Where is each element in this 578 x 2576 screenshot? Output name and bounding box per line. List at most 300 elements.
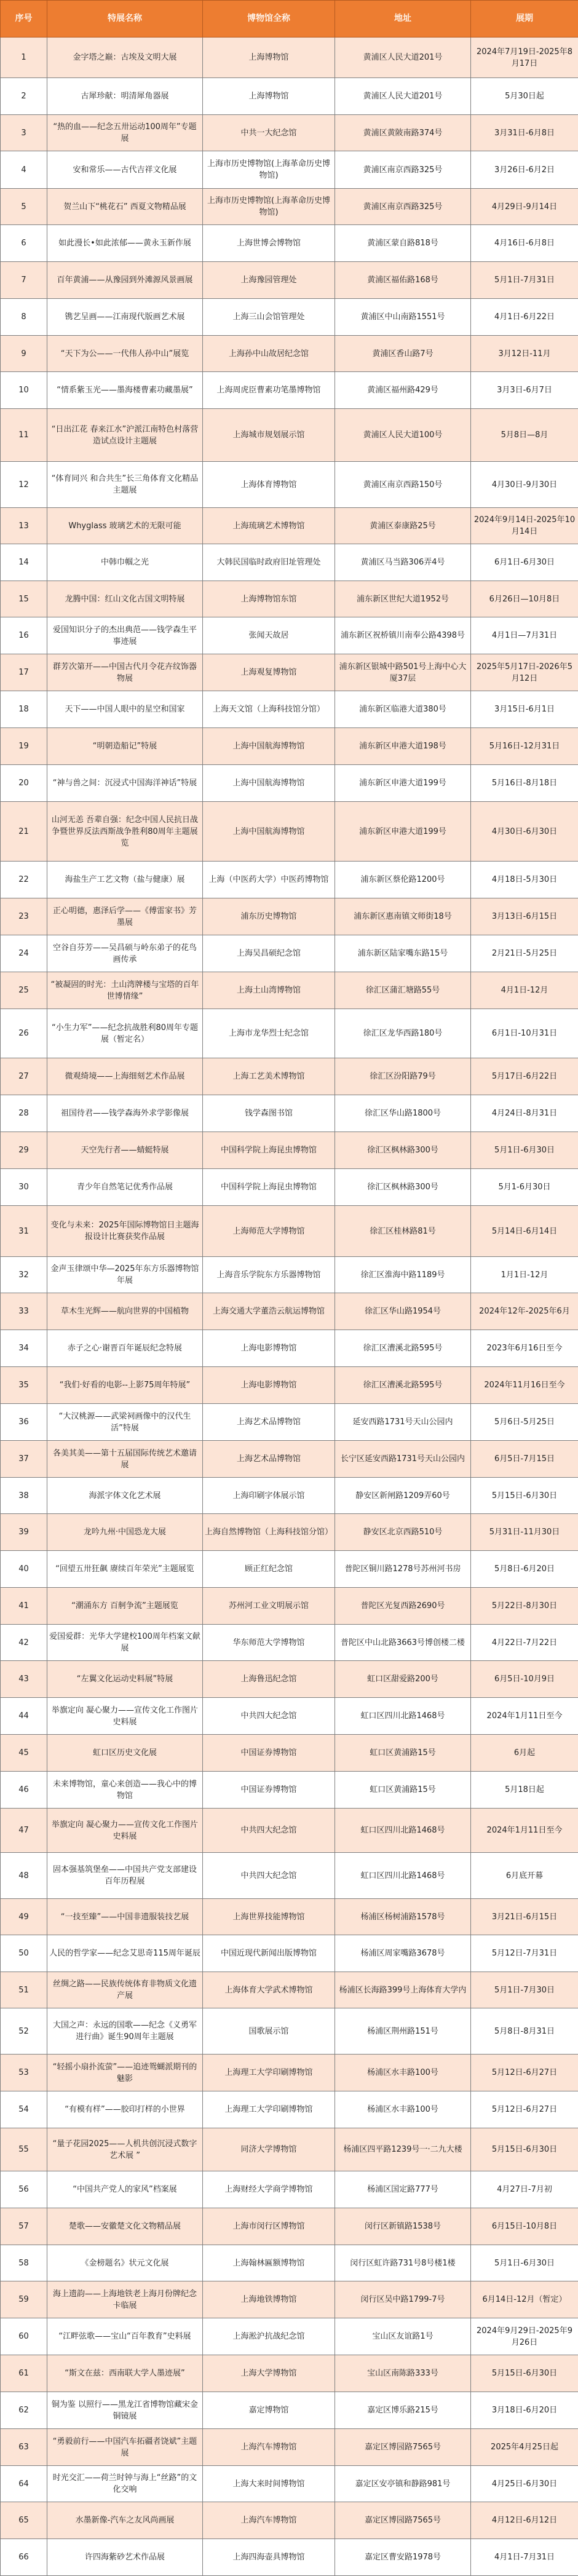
cell-index: 28 bbox=[1, 1095, 47, 1132]
cell-period: 5月12日-6月27日 bbox=[471, 2055, 578, 2091]
cell-address: 嘉定区曹安路1978号 bbox=[335, 2539, 471, 2576]
cell-museum-name: 上海电影博物馆 bbox=[203, 1330, 335, 1367]
cell-index: 15 bbox=[1, 581, 47, 617]
cell-exhibition-name: 未来博物馆，童心来创造——我心中的博物馆 bbox=[47, 1772, 203, 1809]
cell-index: 26 bbox=[1, 1009, 47, 1058]
table-row bbox=[1, 1206, 578, 1257]
table-row bbox=[1, 115, 578, 151]
cell-exhibition-name: 祖国待君——钱学森海外求学影像展 bbox=[47, 1095, 203, 1132]
cell-exhibition-name: 微观绮境——上海细刻艺术作品展 bbox=[47, 1058, 203, 1095]
table-row bbox=[1, 189, 578, 225]
table-row bbox=[1, 38, 578, 78]
cell-exhibition-name: “斯文在兹：西南联大学人墨迹展” bbox=[47, 2355, 203, 2392]
table-row bbox=[1, 617, 578, 654]
cell-exhibition-name: 爱国爱群：光华大学建校100周年档案文献展 bbox=[47, 1625, 203, 1661]
cell-period: 3月15日-6月1日 bbox=[471, 691, 578, 728]
cell-exhibition-name: 海派字体文化艺术展 bbox=[47, 1478, 203, 1514]
cell-museum-name: 同济大学博物馆 bbox=[203, 2128, 335, 2171]
header-exhibition-name: 特展名称 bbox=[47, 1, 203, 38]
cell-period: 4月25日-6月30日 bbox=[471, 2466, 578, 2502]
cell-address: 黄浦区南京西路325号 bbox=[335, 151, 471, 189]
table-row bbox=[1, 1367, 578, 1404]
cell-museum-name: 中国证券博物馆 bbox=[203, 1772, 335, 1809]
cell-address: 杨浦区长海路399号上海体育大学内 bbox=[335, 1972, 471, 2008]
cell-period: 5月6日-5月25日 bbox=[471, 1404, 578, 1441]
table-row bbox=[1, 802, 578, 862]
cell-period: 4月30日-9月30日 bbox=[471, 462, 578, 508]
cell-period: 6月1日-10月31日 bbox=[471, 1009, 578, 1058]
cell-index: 12 bbox=[1, 462, 47, 508]
cell-address: 浦东新区世纪大道1952号 bbox=[335, 581, 471, 617]
cell-index: 64 bbox=[1, 2466, 47, 2502]
cell-address: 杨浦区水丰路100号 bbox=[335, 2091, 471, 2128]
cell-index: 16 bbox=[1, 617, 47, 654]
cell-index: 18 bbox=[1, 691, 47, 728]
cell-exhibition-name: 天空先行者——蜻蜓特展 bbox=[47, 1132, 203, 1169]
cell-museum-name: 钱学森图书馆 bbox=[203, 1095, 335, 1132]
cell-period: 3月31日-6月8日 bbox=[471, 115, 578, 151]
cell-period: 3月21日-6月15日 bbox=[471, 1899, 578, 1935]
table-row bbox=[1, 935, 578, 972]
table-row bbox=[1, 1257, 578, 1293]
cell-museum-name: 上海市龙华烈士纪念馆 bbox=[203, 1009, 335, 1058]
table-row bbox=[1, 1404, 578, 1441]
table-row bbox=[1, 2245, 578, 2281]
table-row bbox=[1, 336, 578, 372]
cell-address: 静安区北京西路510号 bbox=[335, 1514, 471, 1551]
table-row bbox=[1, 1809, 578, 1853]
cell-period: 5月1日-7月31日 bbox=[471, 262, 578, 299]
table-header-row bbox=[1, 1, 578, 38]
cell-museum-name: 上海翰林匾额博物馆 bbox=[203, 2245, 335, 2281]
cell-address: 普陀区铜川路1278号苏州河书房 bbox=[335, 1551, 471, 1588]
cell-exhibition-name: “中国共产党人的家风”档案展 bbox=[47, 2171, 203, 2208]
cell-address: 静安区新闸路1209弄60号 bbox=[335, 1478, 471, 1514]
table-row bbox=[1, 2208, 578, 2245]
cell-exhibition-name: 百年黄浦——从豫园到外滩源风景画展 bbox=[47, 262, 203, 299]
cell-address: 杨浦区周家嘴路3678号 bbox=[335, 1935, 471, 1972]
cell-index: 36 bbox=[1, 1404, 47, 1441]
cell-address: 虹口区黄浦路15号 bbox=[335, 1735, 471, 1772]
cell-address: 黄浦区黄陂南路374号 bbox=[335, 115, 471, 151]
cell-exhibition-name: “神与兽之间：沉浸式中国海洋神话”特展 bbox=[47, 765, 203, 802]
cell-index: 65 bbox=[1, 2502, 47, 2539]
cell-exhibition-name: 群芳次第开——中国古代月令花卉纹饰器物展 bbox=[47, 654, 203, 691]
cell-index: 6 bbox=[1, 225, 47, 262]
cell-index: 35 bbox=[1, 1367, 47, 1404]
cell-index: 21 bbox=[1, 802, 47, 862]
cell-exhibition-name: “体育同兴 和合共生”长三角体育文化精品主题展 bbox=[47, 462, 203, 508]
cell-period: 5月1日-7月30日 bbox=[471, 1972, 578, 2008]
cell-address: 徐汇区华山路1954号 bbox=[335, 1293, 471, 1330]
cell-museum-name: 上海世界技能博物馆 bbox=[203, 1899, 335, 1935]
table-row bbox=[1, 1169, 578, 1206]
cell-address: 虹口区黄浦路15号 bbox=[335, 1772, 471, 1809]
cell-exhibition-name: “一技至臻”——中国非遗服装技艺展 bbox=[47, 1899, 203, 1935]
cell-museum-name: 上海理工大学印刷博物馆 bbox=[203, 2055, 335, 2091]
table-row bbox=[1, 1735, 578, 1772]
table-row bbox=[1, 1132, 578, 1169]
cell-exhibition-name: 虹口区历史文化展 bbox=[47, 1735, 203, 1772]
cell-museum-name: 上海财经大学商学博物馆 bbox=[203, 2171, 335, 2208]
cell-address: 延安西路1731号天山公园内 bbox=[335, 1404, 471, 1441]
table-body bbox=[1, 38, 578, 2576]
cell-index: 7 bbox=[1, 262, 47, 299]
cell-museum-name: 张闻天故居 bbox=[203, 617, 335, 654]
cell-index: 34 bbox=[1, 1330, 47, 1367]
cell-period: 6月15日-10月8日 bbox=[471, 2208, 578, 2245]
cell-period: 5月8日-6月20日 bbox=[471, 1551, 578, 1588]
cell-museum-name: 中共一大纪念馆 bbox=[203, 115, 335, 151]
cell-exhibition-name: 如此漫长•如此浓郁——黄永玉新作展 bbox=[47, 225, 203, 262]
cell-exhibition-name: 中韩巾帼之光 bbox=[47, 544, 203, 581]
table-row bbox=[1, 862, 578, 898]
cell-period: 2月21日-5月25日 bbox=[471, 935, 578, 972]
cell-period: 5月15日-6月30日 bbox=[471, 1478, 578, 1514]
cell-address: 徐汇区龙华西路180号 bbox=[335, 1009, 471, 1058]
table-row bbox=[1, 1972, 578, 2008]
cell-exhibition-name: “有模有样”——胶印打样的小世界 bbox=[47, 2091, 203, 2128]
table-row bbox=[1, 544, 578, 581]
cell-period: 4月27日-7月初 bbox=[471, 2171, 578, 2208]
cell-address: 黄浦区人民大道100号 bbox=[335, 409, 471, 462]
cell-index: 44 bbox=[1, 1698, 47, 1735]
table-row bbox=[1, 1058, 578, 1095]
cell-museum-name: 上海博物馆 bbox=[203, 78, 335, 115]
cell-period: 2025年5月17日-2026年5月12日 bbox=[471, 654, 578, 691]
header-period: 展期 bbox=[471, 1, 578, 38]
header-museum-name: 博物馆全称 bbox=[203, 1, 335, 38]
cell-address: 徐汇区汾阳路79号 bbox=[335, 1058, 471, 1095]
cell-museum-name: 中国证券博物馆 bbox=[203, 1735, 335, 1772]
cell-museum-name: 上海中国航海博物馆 bbox=[203, 728, 335, 765]
cell-exhibition-name: 天下——中国人眼中的星空和国家 bbox=[47, 691, 203, 728]
table-row bbox=[1, 2392, 578, 2429]
table-row bbox=[1, 1478, 578, 1514]
cell-index: 8 bbox=[1, 299, 47, 336]
cell-museum-name: 上海周虎臣曹素功笔墨博物馆 bbox=[203, 372, 335, 409]
cell-address: 杨浦区四平路1239号一·二九大楼 bbox=[335, 2128, 471, 2171]
cell-period: 5月18日起 bbox=[471, 1772, 578, 1809]
cell-exhibition-name: “日出江花 春来江水”沪派江南特色村落营造试点设计主题展 bbox=[47, 409, 203, 462]
cell-address: 浦东新区陆家嘴东路15号 bbox=[335, 935, 471, 972]
table-row bbox=[1, 2502, 578, 2539]
cell-museum-name: 上海体育大学武术博物馆 bbox=[203, 1972, 335, 2008]
table-row bbox=[1, 2091, 578, 2128]
cell-museum-name: 上海大来时间博物馆 bbox=[203, 2466, 335, 2502]
cell-address: 杨浦区国定路777号 bbox=[335, 2171, 471, 2208]
table-row bbox=[1, 78, 578, 115]
cell-address: 虹口区四川北路1468号 bbox=[335, 1809, 471, 1853]
table-row bbox=[1, 765, 578, 802]
cell-museum-name: 华东师范大学博物馆 bbox=[203, 1625, 335, 1661]
cell-museum-name: 上海琉璃艺术博物馆 bbox=[203, 508, 335, 544]
table-row bbox=[1, 2055, 578, 2091]
cell-museum-name: 上海地铁博物馆 bbox=[203, 2281, 335, 2318]
cell-period: 5月31日-11月30日 bbox=[471, 1514, 578, 1551]
cell-period: 5月1-6月30日 bbox=[471, 1169, 578, 1206]
cell-period: 5月12日-6月27日 bbox=[471, 2091, 578, 2128]
cell-exhibition-name: 金声玉律颂中华—2025年东方乐器博物馆年展 bbox=[47, 1257, 203, 1293]
table-row bbox=[1, 654, 578, 691]
cell-museum-name: 中国科学院上海昆虫博物馆 bbox=[203, 1132, 335, 1169]
cell-period: 5月8日-8月31日 bbox=[471, 2008, 578, 2055]
cell-address: 徐汇区枫林路300号 bbox=[335, 1132, 471, 1169]
cell-museum-name: 上海鲁迅纪念馆 bbox=[203, 1661, 335, 1698]
table-row bbox=[1, 1698, 578, 1735]
table-row bbox=[1, 1661, 578, 1698]
cell-index: 2 bbox=[1, 78, 47, 115]
cell-period: 5月8日—8月 bbox=[471, 409, 578, 462]
cell-address: 黄浦区中山南路1551号 bbox=[335, 299, 471, 336]
cell-index: 10 bbox=[1, 372, 47, 409]
cell-exhibition-name: 草木生光辉——航向世界的中国植物 bbox=[47, 1293, 203, 1330]
table-row bbox=[1, 2429, 578, 2466]
cell-address: 闵行区新镇路1538号 bbox=[335, 2208, 471, 2245]
table-row bbox=[1, 1330, 578, 1367]
cell-address: 嘉定区博乐路215号 bbox=[335, 2392, 471, 2429]
cell-period: 5月22日-8月30日 bbox=[471, 1588, 578, 1625]
cell-museum-name: 中共四大纪念馆 bbox=[203, 1809, 335, 1853]
cell-museum-name: 中国近现代新闻出版博物馆 bbox=[203, 1935, 335, 1972]
cell-address: 虹口区四川北路1468号 bbox=[335, 1853, 471, 1899]
cell-index: 24 bbox=[1, 935, 47, 972]
cell-museum-name: 嘉定博物馆 bbox=[203, 2392, 335, 2429]
cell-index: 11 bbox=[1, 409, 47, 462]
header-index: 序号 bbox=[1, 1, 47, 38]
cell-museum-name: 上海艺术品博物馆 bbox=[203, 1441, 335, 1478]
cell-address: 浦东新区祝桥镇川南奉公路4398号 bbox=[335, 617, 471, 654]
cell-period: 6月起 bbox=[471, 1735, 578, 1772]
cell-address: 黄浦区人民大道201号 bbox=[335, 38, 471, 78]
cell-exhibition-name: “回望五卅狂飙 赓续百年荣光”主题展览 bbox=[47, 1551, 203, 1588]
cell-index: 27 bbox=[1, 1058, 47, 1095]
cell-address: 嘉定区安亭镇和静路981号 bbox=[335, 2466, 471, 2502]
cell-address: 浦东新区申港大道199号 bbox=[335, 802, 471, 862]
cell-museum-name: 上海观复博物馆 bbox=[203, 654, 335, 691]
cell-address: 黄浦区泰康路25号 bbox=[335, 508, 471, 544]
cell-period: 4月1日-12月 bbox=[471, 972, 578, 1009]
cell-period: 6月5日-10月9日 bbox=[471, 1661, 578, 1698]
table-row bbox=[1, 2281, 578, 2318]
cell-period: 5月12日-7月31日 bbox=[471, 1935, 578, 1972]
cell-index: 4 bbox=[1, 151, 47, 189]
cell-period: 4月30日-6月30日 bbox=[471, 802, 578, 862]
table-row bbox=[1, 1095, 578, 1132]
cell-index: 33 bbox=[1, 1293, 47, 1330]
cell-period: 6月1日-6月30日 bbox=[471, 544, 578, 581]
cell-period: 4月1日—7月31日 bbox=[471, 617, 578, 654]
cell-period: 4月12日-6月12日 bbox=[471, 2502, 578, 2539]
cell-museum-name: 中共四大纪念馆 bbox=[203, 1698, 335, 1735]
cell-address: 黄浦区人民大道201号 bbox=[335, 78, 471, 115]
cell-period: 2025年4月25日起 bbox=[471, 2429, 578, 2466]
cell-exhibition-name: 安和常乐——古代吉祥文化展 bbox=[47, 151, 203, 189]
cell-exhibition-name: 山河无恙 吾辈自强：纪念中国人民抗日战争暨世界反法西斯战争胜利80周年主题展览 bbox=[47, 802, 203, 862]
cell-exhibition-name: 楚歌——安徽楚文化文物精品展 bbox=[47, 2208, 203, 2245]
cell-index: 39 bbox=[1, 1514, 47, 1551]
cell-index: 20 bbox=[1, 765, 47, 802]
cell-museum-name: 上海汽车博物馆 bbox=[203, 2429, 335, 2466]
cell-index: 48 bbox=[1, 1853, 47, 1899]
table-row bbox=[1, 1514, 578, 1551]
cell-address: 长宁区延安西路1731号天山公园内 bbox=[335, 1441, 471, 1478]
table-row bbox=[1, 2008, 578, 2055]
cell-museum-name: 上海汽车博物馆 bbox=[203, 2502, 335, 2539]
cell-address: 浦东新区银城中路501号上海中心大厦37层 bbox=[335, 654, 471, 691]
cell-exhibition-name: “潮涌东方 百舸争流”主题展览 bbox=[47, 1588, 203, 1625]
cell-museum-name: 上海体育博物馆 bbox=[203, 462, 335, 508]
cell-museum-name: 上海中国航海博物馆 bbox=[203, 765, 335, 802]
cell-period: 2024年9月14日-2025年10月14日 bbox=[471, 508, 578, 544]
cell-index: 43 bbox=[1, 1661, 47, 1698]
cell-exhibition-name: 正心明德，惠泽后学——《傅雷家书》芳墨展 bbox=[47, 898, 203, 935]
cell-index: 52 bbox=[1, 2008, 47, 2055]
cell-index: 37 bbox=[1, 1441, 47, 1478]
cell-index: 40 bbox=[1, 1551, 47, 1588]
cell-address: 黄浦区福州路429号 bbox=[335, 372, 471, 409]
cell-period: 2024年7月19日-2025年8月17日 bbox=[471, 38, 578, 78]
cell-address: 徐汇区漕溪北路595号 bbox=[335, 1367, 471, 1404]
cell-address: 宝山区友谊路1号 bbox=[335, 2318, 471, 2355]
cell-period: 4月22日-7月22日 bbox=[471, 1625, 578, 1661]
cell-exhibition-name: 空谷自芬芳——吴昌硕与岭东弟子的花鸟画传承 bbox=[47, 935, 203, 972]
cell-period: 6月底开幕 bbox=[471, 1853, 578, 1899]
cell-index: 60 bbox=[1, 2318, 47, 2355]
cell-museum-name: 上海大学博物馆 bbox=[203, 2355, 335, 2392]
cell-period: 2024年1月11日至今 bbox=[471, 1809, 578, 1853]
cell-period: 5月15日-6月30日 bbox=[471, 2355, 578, 2392]
table-row bbox=[1, 372, 578, 409]
cell-museum-name: 中国科学院上海昆虫博物馆 bbox=[203, 1169, 335, 1206]
cell-address: 黄浦区蒙自路818号 bbox=[335, 225, 471, 262]
header-address: 地址 bbox=[335, 1, 471, 38]
cell-period: 2024年11月16日至今 bbox=[471, 1367, 578, 1404]
cell-museum-name: 上海世博会博物馆 bbox=[203, 225, 335, 262]
cell-museum-name: 上海四海壶具博物馆 bbox=[203, 2539, 335, 2576]
cell-museum-name: 上海市历史博物馆(上海革命历史博物馆) bbox=[203, 189, 335, 225]
cell-museum-name: 上海天文馆（上海科技馆分馆） bbox=[203, 691, 335, 728]
cell-address: 浦东新区申港大道198号 bbox=[335, 728, 471, 765]
cell-museum-name: 上海三山会馆管理处 bbox=[203, 299, 335, 336]
cell-address: 嘉定区博园路7565号 bbox=[335, 2502, 471, 2539]
cell-address: 闵行区吴中路1799-7号 bbox=[335, 2281, 471, 2318]
cell-period: 4月18日-5月30日 bbox=[471, 862, 578, 898]
table-row bbox=[1, 2466, 578, 2502]
table-row bbox=[1, 508, 578, 544]
cell-exhibition-name: 古犀珍献：明清犀角器展 bbox=[47, 78, 203, 115]
cell-index: 53 bbox=[1, 2055, 47, 2091]
cell-index: 59 bbox=[1, 2281, 47, 2318]
cell-index: 31 bbox=[1, 1206, 47, 1257]
cell-period: 2024年9月29日-2025年9月26日 bbox=[471, 2318, 578, 2355]
cell-exhibition-name: 青少年自然笔记优秀作品展 bbox=[47, 1169, 203, 1206]
table-row bbox=[1, 691, 578, 728]
cell-museum-name: 上海交通大学董浩云航运博物馆 bbox=[203, 1293, 335, 1330]
cell-period: 3月3日-6月7日 bbox=[471, 372, 578, 409]
cell-period: 2024年1月11日至今 bbox=[471, 1698, 578, 1735]
table-row bbox=[1, 409, 578, 462]
cell-museum-name: 上海中国航海博物馆 bbox=[203, 802, 335, 862]
cell-index: 9 bbox=[1, 336, 47, 372]
cell-exhibition-name: 丝绸之路——民族传统体育非物质文化遗产展 bbox=[47, 1972, 203, 2008]
cell-museum-name: 上海孙中山故居纪念馆 bbox=[203, 336, 335, 372]
table-row bbox=[1, 1853, 578, 1899]
cell-address: 浦东新区申港大道199号 bbox=[335, 765, 471, 802]
cell-exhibition-name: 固本强基筑堡垒——中国共产党支部建设百年历程展 bbox=[47, 1853, 203, 1899]
cell-index: 17 bbox=[1, 654, 47, 691]
cell-index: 50 bbox=[1, 1935, 47, 1972]
cell-museum-name: 中共四大纪念馆 bbox=[203, 1853, 335, 1899]
cell-index: 5 bbox=[1, 189, 47, 225]
cell-museum-name: 浦东历史博物馆 bbox=[203, 898, 335, 935]
cell-period: 3月18日-6月20日 bbox=[471, 2392, 578, 2429]
cell-museum-name: 上海印刷字体展示馆 bbox=[203, 1478, 335, 1514]
cell-period: 4月1日-7月31日 bbox=[471, 2539, 578, 2576]
cell-index: 45 bbox=[1, 1735, 47, 1772]
cell-museum-name: 上海市历史博物馆(上海革命历史博物馆) bbox=[203, 151, 335, 189]
cell-exhibition-name: 海上遗韵——上海地铁老上海月份牌纪念卡临展 bbox=[47, 2281, 203, 2318]
cell-address: 黄浦区南京西路150号 bbox=[335, 462, 471, 508]
cell-address: 虹口区四川北路1468号 bbox=[335, 1698, 471, 1735]
cell-index: 23 bbox=[1, 898, 47, 935]
cell-index: 61 bbox=[1, 2355, 47, 2392]
cell-address: 杨浦区荆州路151号 bbox=[335, 2008, 471, 2055]
cell-museum-name: 上海土山湾博物馆 bbox=[203, 972, 335, 1009]
cell-index: 22 bbox=[1, 862, 47, 898]
cell-exhibition-name: “大汉桃源——武梁祠画像中的汉代生活”特展 bbox=[47, 1404, 203, 1441]
cell-museum-name: 上海吴昌硕纪念馆 bbox=[203, 935, 335, 972]
cell-exhibition-name: “量子花园2025——人机共创沉浸式数字艺术展 ” bbox=[47, 2128, 203, 2171]
cell-address: 徐汇区华山路1800号 bbox=[335, 1095, 471, 1132]
cell-exhibition-name: “情系紫玉光——墨海楼曹素功藏墨展” bbox=[47, 372, 203, 409]
cell-exhibition-name: 海盐生产工艺文物（盐与健康）展 bbox=[47, 862, 203, 898]
cell-museum-name: 上海理工大学印刷博物馆 bbox=[203, 2091, 335, 2128]
cell-exhibition-name: 贺兰山下“桃花石” 西夏文物精品展 bbox=[47, 189, 203, 225]
cell-museum-name: 上海博物馆 bbox=[203, 38, 335, 78]
cell-address: 浦东新区蔡伦路1200号 bbox=[335, 862, 471, 898]
table-row bbox=[1, 225, 578, 262]
cell-exhibition-name: “热的血——纪念五卅运动100周年”专题展 bbox=[47, 115, 203, 151]
cell-index: 29 bbox=[1, 1132, 47, 1169]
cell-exhibition-name: 水墨新像-汽车之友风尚画展 bbox=[47, 2502, 203, 2539]
cell-index: 3 bbox=[1, 115, 47, 151]
cell-address: 浦东新区临港大道380号 bbox=[335, 691, 471, 728]
cell-exhibition-name: Whyglass 玻璃艺术的无限可能 bbox=[47, 508, 203, 544]
cell-period: 6月14日-12月（暂定） bbox=[471, 2281, 578, 2318]
table-row bbox=[1, 972, 578, 1009]
table-row bbox=[1, 728, 578, 765]
cell-exhibition-name: 时光交汇——荷兰时钟与海上“丝路”的文化交响 bbox=[47, 2466, 203, 2502]
table-row bbox=[1, 581, 578, 617]
cell-period: 2024年12年-2025年6月 bbox=[471, 1293, 578, 1330]
table-row bbox=[1, 1009, 578, 1058]
cell-address: 徐汇区漕溪北路595号 bbox=[335, 1330, 471, 1367]
cell-period: 6月5日-7月15日 bbox=[471, 1441, 578, 1478]
cell-address: 黄浦区南京西路325号 bbox=[335, 189, 471, 225]
cell-museum-name: 上海（中医药大学）中医药博物馆 bbox=[203, 862, 335, 898]
cell-index: 1 bbox=[1, 38, 47, 78]
cell-address: 普陀区光复西路2690号 bbox=[335, 1588, 471, 1625]
cell-period: 4月24日-8月31日 bbox=[471, 1095, 578, 1132]
cell-address: 徐汇区淮海中路1189号 bbox=[335, 1257, 471, 1293]
cell-exhibition-name: “我们·好看的电影--上影75周年特展” bbox=[47, 1367, 203, 1404]
cell-address: 杨浦区水丰路100号 bbox=[335, 2055, 471, 2091]
cell-museum-name: 上海自然博物馆（上海科技馆分馆） bbox=[203, 1514, 335, 1551]
table-row bbox=[1, 2539, 578, 2576]
table-row bbox=[1, 1551, 578, 1588]
table-row bbox=[1, 1441, 578, 1478]
